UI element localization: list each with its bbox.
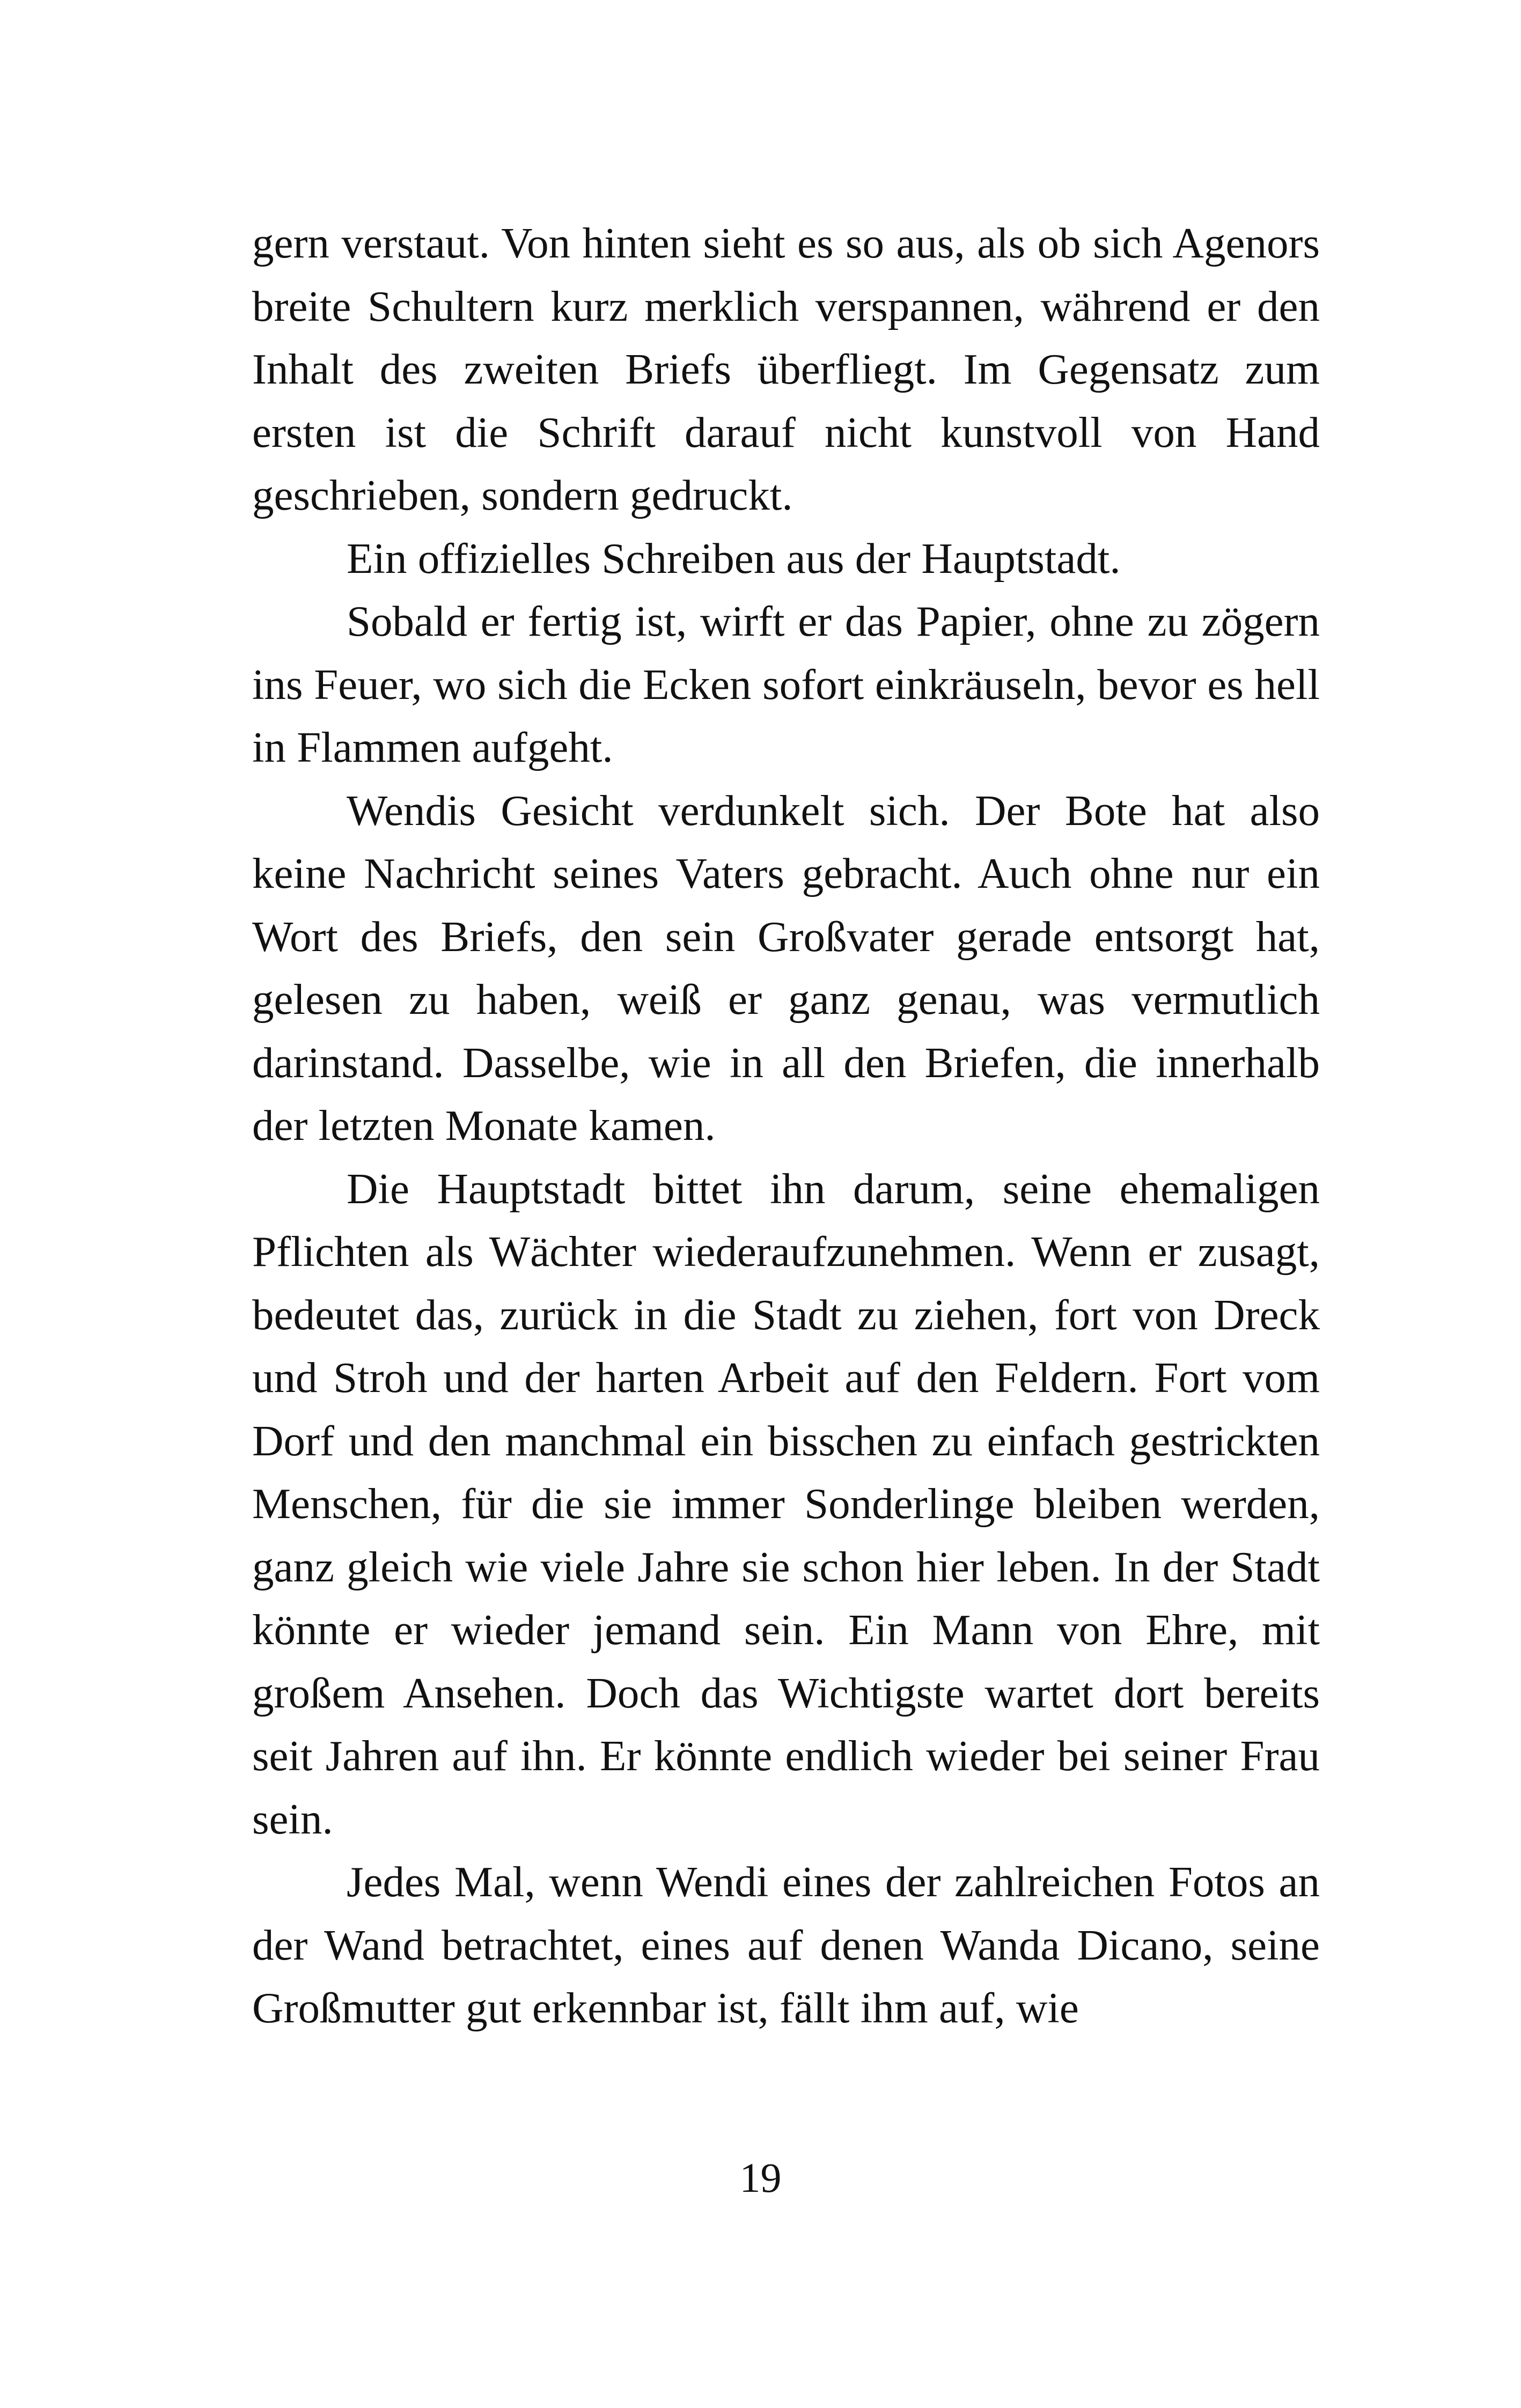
paragraph-6: Jedes Mal, wenn Wendi eines der zahlreichen Fotos an der Wand betrachtet, eines auf denen Wanda Dicano, seine Großmutter gut erkennbar ist, fällt ihm auf, wie xyxy=(252,1858,1320,2032)
paragraph-1: gern verstaut. Von hinten sieht es so aus, als ob sich Agenors breite Schultern kurz merklich verspannen, während er den Inhalt des zweiten Briefs überfliegt. Im Gegensatz zum ersten ist die Schrift darauf nicht kunstvoll von Hand geschrieben, sondern gedruckt. xyxy=(252,219,1320,519)
paragraph-4: Wendis Gesicht verdunkelt sich. Der Bote hat also keine Nachricht seines Vaters gebracht. Auch ohne nur ein Wort des Briefs, den sein Großvater gerade entsorgt hat, gelesen zu haben, weiß er ganz genau, was vermutlich darinstand. Dasselbe, wie in all den Briefen, die innerhalb der letzten Monate kamen. xyxy=(252,786,1320,1150)
body-text xyxy=(252,212,1320,2040)
paragraph-5: Die Hauptstadt bittet ihn darum, seine ehemaligen Pflichten als Wächter wiederaufzunehmen. Wenn er zusagt, bedeutet das, zurück in die Stadt zu ziehen, fort von Dreck und Stroh und der harten Arbeit auf den Feldern. Fort vom Dorf und den manchmal ein bisschen zu einfach gestrickten Menschen, für die sie immer Sonderlinge bleiben werden, ganz gleich wie viele Jahre sie schon hier leben. In der Stadt könnte er wieder jemand sein. Ein Mann von Ehre, mit großem Ansehen. Doch das Wichtigste wartet dort bereits seit Jahren auf ihn. Er könnte endlich wieder bei seiner Frau sein. xyxy=(252,1164,1320,1843)
paragraph-3: Sobald er fertig ist, wirft er das Papier, ohne zu zögern ins Feuer, wo sich die Ecken sofort einkräuseln, bevor es hell in Flammen aufgeht. xyxy=(252,597,1320,771)
page-number: 19 xyxy=(739,2154,782,2201)
paragraph-2: Ein offizielles Schreiben aus der Hauptstadt. xyxy=(347,534,1121,583)
